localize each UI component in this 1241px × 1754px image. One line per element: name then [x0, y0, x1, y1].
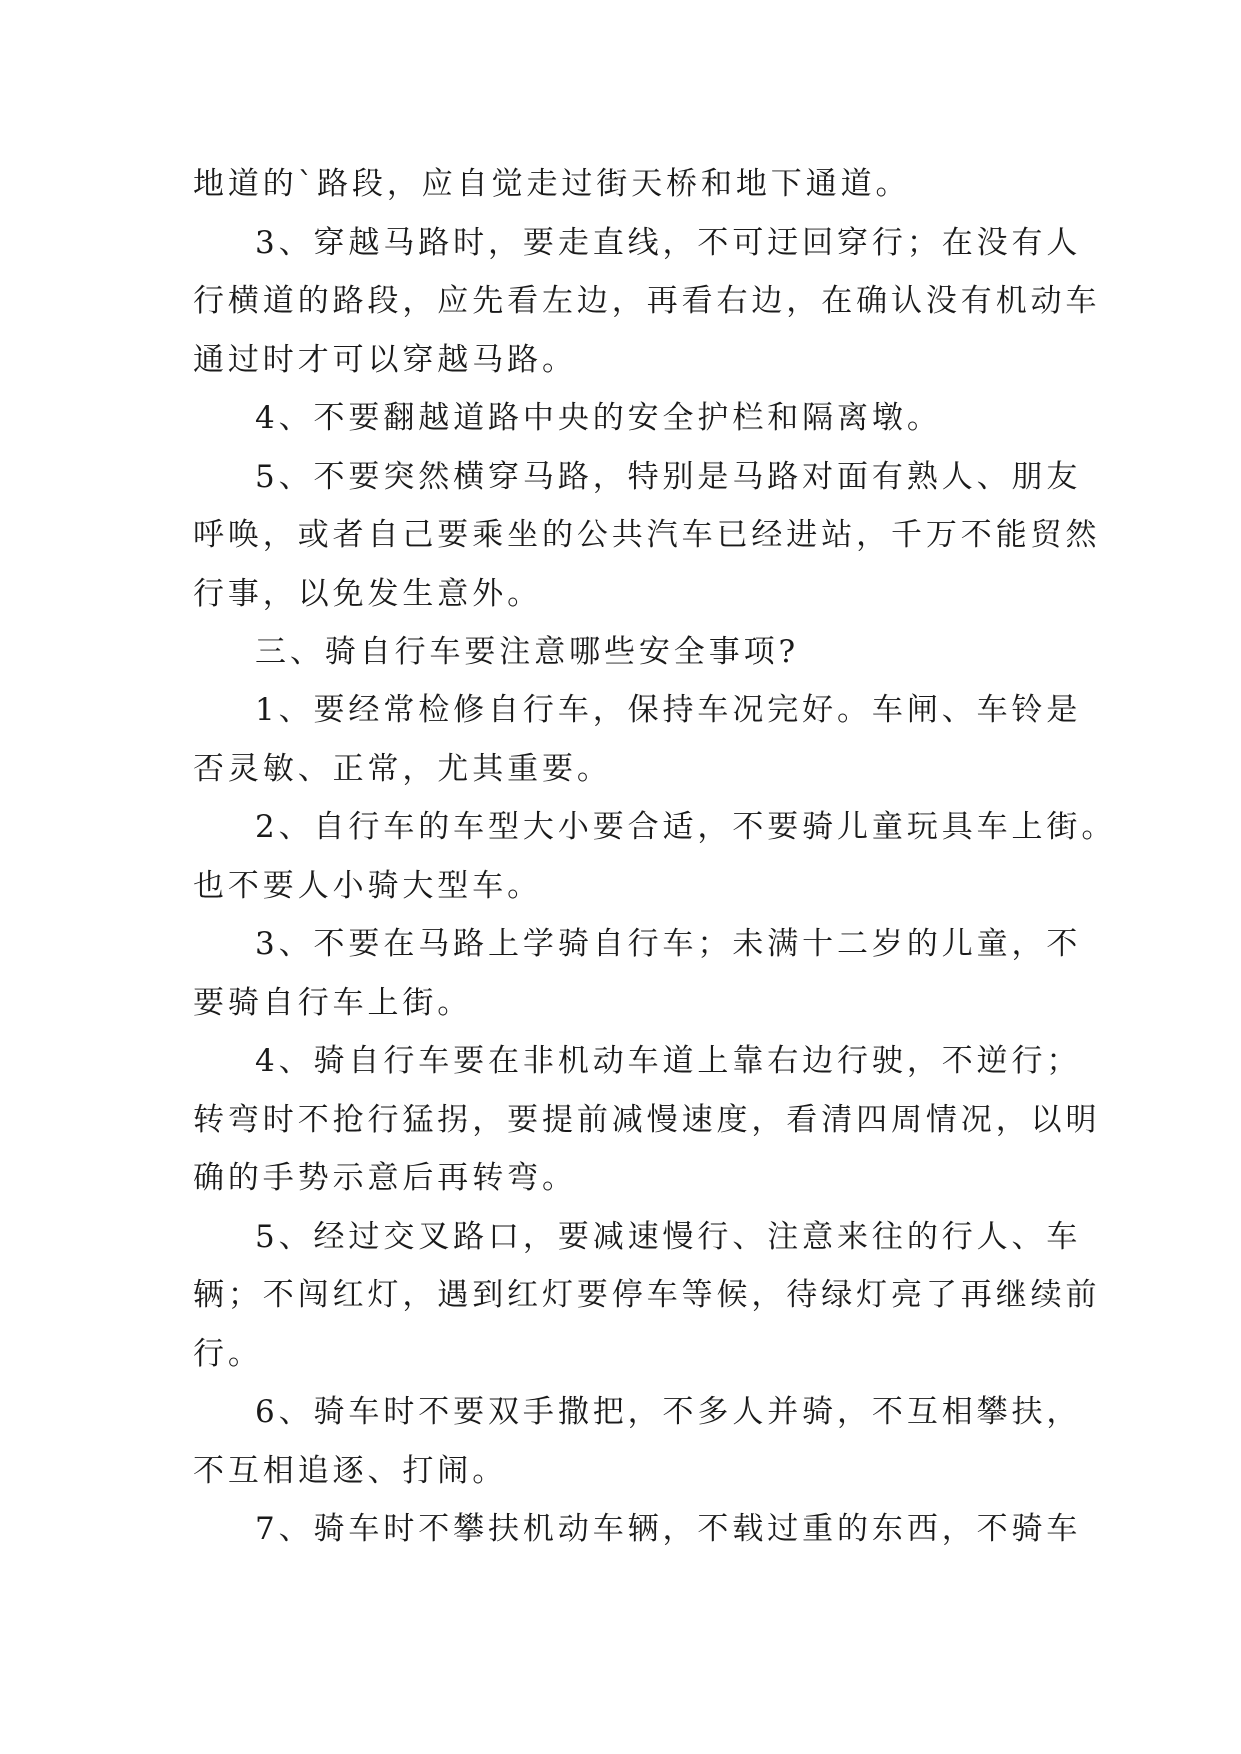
text-line: 行横道的路段，应先看左边，再看右边，在确认没有机动车	[193, 283, 1101, 319]
text-line: 呼唤，或者自己要乘坐的公共汽车已经进站，千万不能贸然	[193, 517, 1101, 553]
text-line: 要骑自行车上街。	[193, 985, 473, 1021]
text-line: 6、骑车时不要双手撒把，不多人并骑，不互相攀扶，	[255, 1394, 1082, 1430]
text-line: 也不要人小骑大型车。	[193, 868, 542, 904]
text-line: 5、经过交叉路口，要减速慢行、注意来往的行人、车	[255, 1219, 1082, 1255]
text-line: 1、要经常检修自行车，保持车况完好。车闸、车铃是	[255, 692, 1082, 728]
text-line: 通过时才可以穿越马路。	[193, 342, 577, 378]
text-line: 不互相追逐、打闹。	[193, 1453, 508, 1489]
text-line: 确的手势示意后再转弯。	[193, 1160, 577, 1196]
section-heading: 三、骑自行车要注意哪些安全事项?	[255, 634, 800, 670]
text-line: 2、自行车的车型大小要合适，不要骑儿童玩具车上街。	[255, 809, 1117, 845]
text-line: 否灵敏、正常，尤其重要。	[193, 751, 612, 787]
text-line: 7、骑车时不攀扶机动车辆，不载过重的东西，不骑车	[255, 1511, 1082, 1547]
text-line: 行事，以免发生意外。	[193, 576, 542, 612]
text-line: 地道的`路段，应自觉走过街天桥和地下通道。	[193, 166, 911, 202]
text-line: 3、不要在马路上学骑自行车；未满十二岁的儿童，不	[255, 926, 1082, 962]
text-line: 行。	[193, 1336, 263, 1372]
text-line: 5、不要突然横穿马路，特别是马路对面有熟人、朋友	[255, 459, 1082, 495]
text-line: 4、骑自行车要在非机动车道上靠右边行驶，不逆行；	[255, 1043, 1082, 1079]
text-line: 辆；不闯红灯，遇到红灯要停车等候，待绿灯亮了再继续前	[193, 1277, 1101, 1313]
text-line: 4、不要翻越道路中央的安全护栏和隔离墩。	[255, 400, 942, 436]
text-line: 转弯时不抢行猛拐，要提前减慢速度，看清四周情况，以明	[193, 1102, 1101, 1138]
text-line: 3、穿越马路时，要走直线，不可迂回穿行；在没有人	[255, 225, 1082, 261]
